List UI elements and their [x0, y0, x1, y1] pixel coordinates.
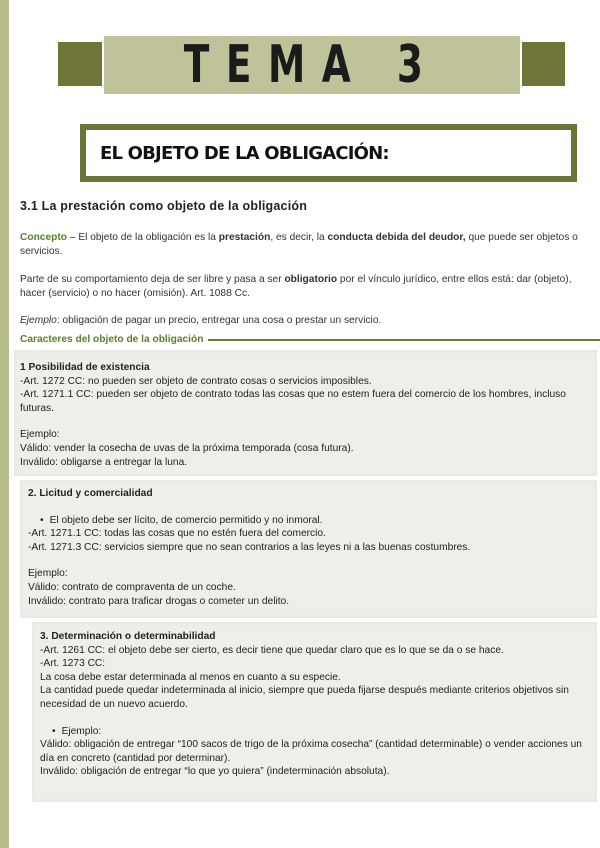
- caracteres-heading-text: Caracteres del objeto de la obligación: [20, 334, 204, 345]
- card-bullet: • El objeto debe ser lícito, de comercio permitido y no inmoral.: [28, 514, 589, 528]
- subtitle-box: [80, 124, 577, 182]
- example-paragraph: [20, 314, 580, 328]
- concept-bold-2: conducta debida del deudor,: [327, 232, 466, 243]
- concept-text-1: El objeto de la obligación es la: [75, 232, 219, 243]
- paragraph2-bold: obligatorio: [284, 274, 338, 285]
- spacer: [40, 712, 589, 725]
- card-title: 2. Licitud y comercialidad: [28, 488, 153, 499]
- card-line: -Art. 1271.3 CC: servicios siempre que no sean contrarios a las leyes ni a las buenas costumbres.: [28, 541, 471, 553]
- card-line: -Art. 1261 CC: el objeto debe ser cierto, es decir tiene que quedar claro que es lo que se da o se hace.: [40, 644, 504, 656]
- card-line: La cosa debe estar determinada al menos en cuanto a su especie.: [40, 671, 341, 683]
- card-posibilidad: [14, 350, 597, 476]
- concept-paragraph: [20, 231, 580, 259]
- left-accent-bar: [0, 0, 9, 848]
- card-line: Inválido: obligarse a entregar la luna.: [20, 456, 188, 468]
- concept-text-2: , es decir, la: [270, 232, 328, 243]
- obligation-paragraph: [20, 273, 580, 301]
- title-bar-right-accent: [522, 42, 565, 86]
- title-bar-left-accent: [58, 42, 102, 86]
- concept-label: Concepto –: [20, 232, 76, 243]
- card-title: 1 Posibilidad de existencia: [20, 362, 150, 373]
- card-determinacion: [32, 622, 597, 802]
- spacer: [28, 554, 589, 567]
- spacer: [20, 415, 591, 428]
- card-line: Válido: obligación de entregar “100 sacos de trigo de la próxima cosecha” (cantidad determinable) o vender acciones un día en concreto (cantidad por determinar).: [40, 739, 582, 764]
- card-line: Válido: vender la cosecha de uvas de la próxima temporada (cosa futura).: [20, 442, 354, 454]
- chapter-subtitle: EL OBJETO DE LA OBLIGACIÓN:: [100, 142, 389, 164]
- card-line: -Art. 1272 CC: no pueden ser objeto de contrato cosas o servicios imposibles.: [20, 375, 372, 387]
- card-bullet: • Ejemplo:: [40, 725, 589, 739]
- card-line: -Art. 1271.1 CC: pueden ser objeto de contrato todas las cosas que no estem fuera del comercio de los hombres, incluso futuras.: [20, 389, 566, 414]
- spacer: [28, 501, 589, 514]
- paragraph2-text-1: Parte de su comportamiento deja de ser libre y pasa a ser: [20, 274, 285, 285]
- heading-rule: [208, 339, 600, 341]
- concept-text-3: que puede ser objetos o servicios.: [20, 232, 578, 257]
- example-text: : obligación de pagar un precio, entregar una cosa o prestar un servicio.: [56, 315, 382, 326]
- card-line: -Art. 1271.1 CC: todas las cosas que no estén fuera del comercio.: [28, 528, 326, 540]
- card-line: La cantidad puede quedar indeterminada al inicio, siempre que pueda fijarse después mediante criterios objetivos sin necesidad de un nuevo acuerdo.: [40, 685, 569, 710]
- page-title: TEMA 3: [184, 35, 440, 95]
- concept-bold-1: prestación: [218, 232, 271, 243]
- example-label: Ejemplo: [20, 315, 57, 326]
- section-heading: 3.1 La prestación como objeto de la obligación: [20, 199, 308, 213]
- card-line: Inválido: obligación de entregar “lo que yo quiera” (indeterminación absoluta).: [40, 766, 390, 778]
- card-line: Ejemplo:: [20, 429, 60, 441]
- title-banner: [104, 36, 520, 94]
- card-line: -Art. 1273 CC:: [40, 658, 106, 670]
- card-line: Inválido: contrato para traficar drogas o cometer un delito.: [28, 595, 290, 607]
- caracteres-heading: [20, 334, 600, 345]
- paragraph2-text-2: por el vínculo jurídico, entre ellos está: dar (objeto), hacer (servicio) o no hacer (omisión). Art. 1088 Cc.: [20, 274, 572, 299]
- card-line: Válido: contrato de compraventa de un coche.: [28, 581, 236, 593]
- card-line: Ejemplo:: [28, 568, 68, 580]
- card-licitud: [20, 480, 597, 618]
- card-title: 3. Determinación o determinabilidad: [40, 631, 216, 642]
